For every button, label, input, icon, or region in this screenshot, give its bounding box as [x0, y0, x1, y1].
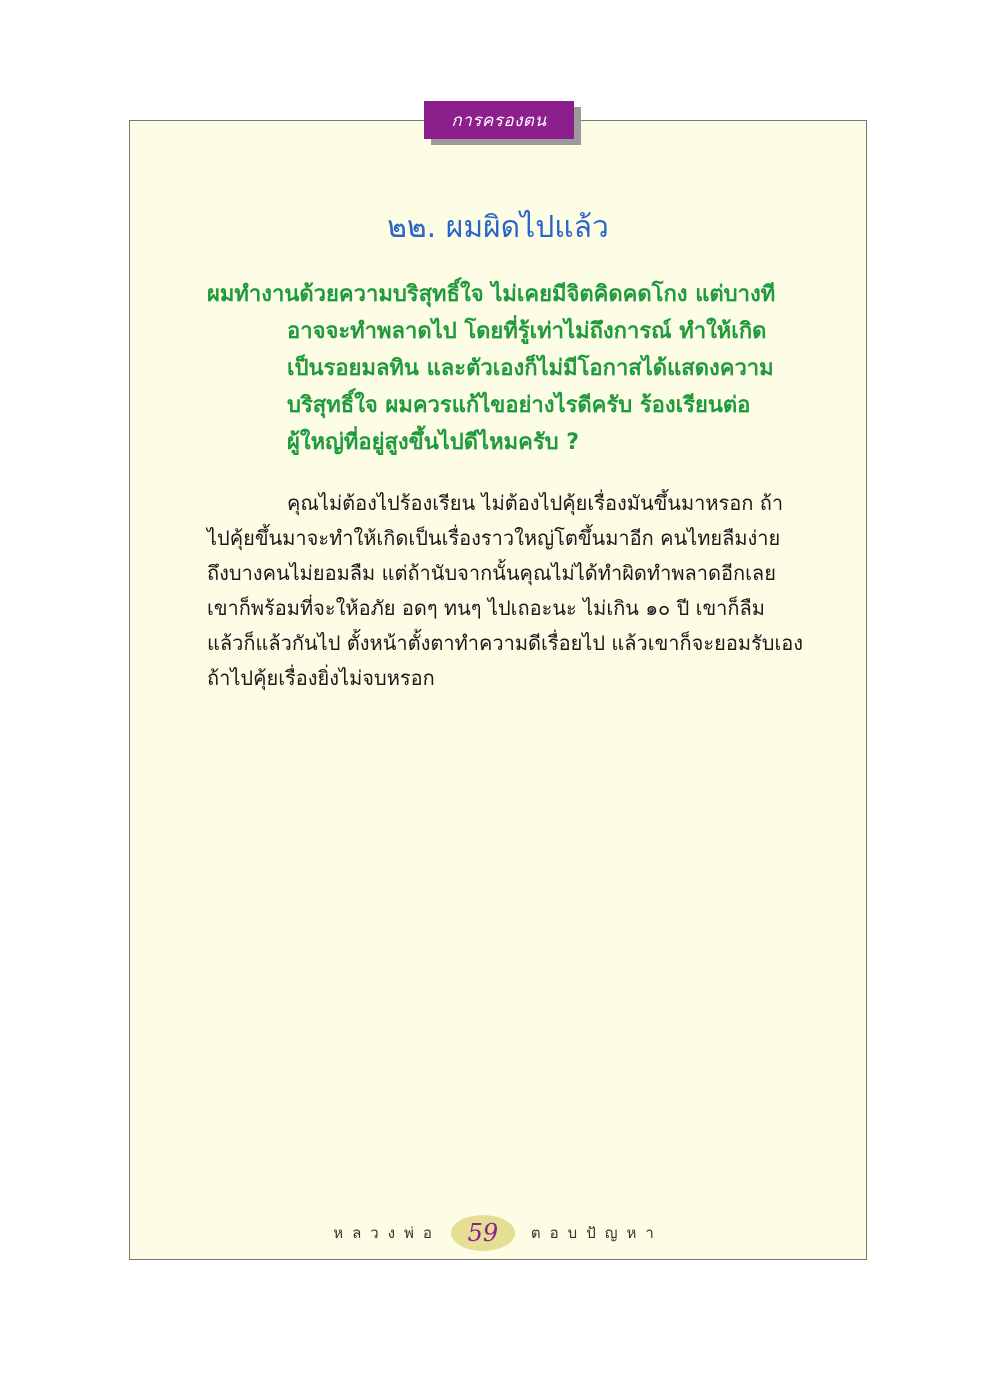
question-line: ผู้ใหญ่ที่อยู่สูงขึ้นไปดีไหมครับ ?	[287, 430, 580, 455]
question-block	[207, 276, 795, 461]
question-line: ผมทำงานด้วยความบริสุทธิ์ใจ ไม่เคยมีจิตคิดคดโกง แต่บางที	[207, 282, 776, 307]
answer-block	[207, 486, 804, 696]
answer-line: ถึงบางคนไม่ยอมลืม แต่ถ้านับจากนั้นคุณไม่ได้ทำผิดทำพลาดอีกเลย	[207, 561, 776, 585]
answer-line: ถ้าไปคุ้ยเรื่องยิ่งไม่จบหรอก	[207, 666, 435, 690]
footer-book-title-left: หลวงพ่อ	[333, 1224, 441, 1242]
chapter-title: ๒๒. ผมผิดไปแล้ว	[387, 210, 609, 245]
section-tab: การครองตน	[424, 101, 574, 139]
answer-line: แล้วก็แล้วกันไป ตั้งหน้าตั้งตาทำความดีเรื่อยไป แล้วเขาก็จะยอมรับเอง	[207, 631, 804, 655]
page-footer	[129, 1213, 867, 1253]
answer-line: เขาก็พร้อมที่จะให้อภัย อดๆ ทนๆ ไปเถอะนะ ไม่เกิน ๑๐ ปี เขาก็ลืม	[207, 596, 765, 620]
answer-line: คุณไม่ต้องไปร้องเรียน ไม่ต้องไปคุ้ยเรื่องมันขึ้นมาหรอก ถ้า	[287, 491, 784, 515]
question-line: เป็นรอยมลทิน และตัวเองก็ไม่มีโอกาสได้แสดงความ	[287, 356, 774, 381]
page-number: 59	[451, 1215, 515, 1251]
question-line: อาจจะทำพลาดไป โดยที่รู้เท่าไม่ถึงการณ์ ทำให้เกิด	[287, 319, 767, 344]
answer-line: ไปคุ้ยขึ้นมาจะทำให้เกิดเป็นเรื่องราวใหญ่โตขึ้นมาอีก คนไทยลืมง่าย	[207, 526, 781, 550]
footer-book-title-right: ตอบปัญหา	[530, 1224, 663, 1242]
question-line: บริสุทธิ์ใจ ผมควรแก้ไขอย่างไรดีครับ ร้องเรียนต่อ	[287, 393, 751, 418]
